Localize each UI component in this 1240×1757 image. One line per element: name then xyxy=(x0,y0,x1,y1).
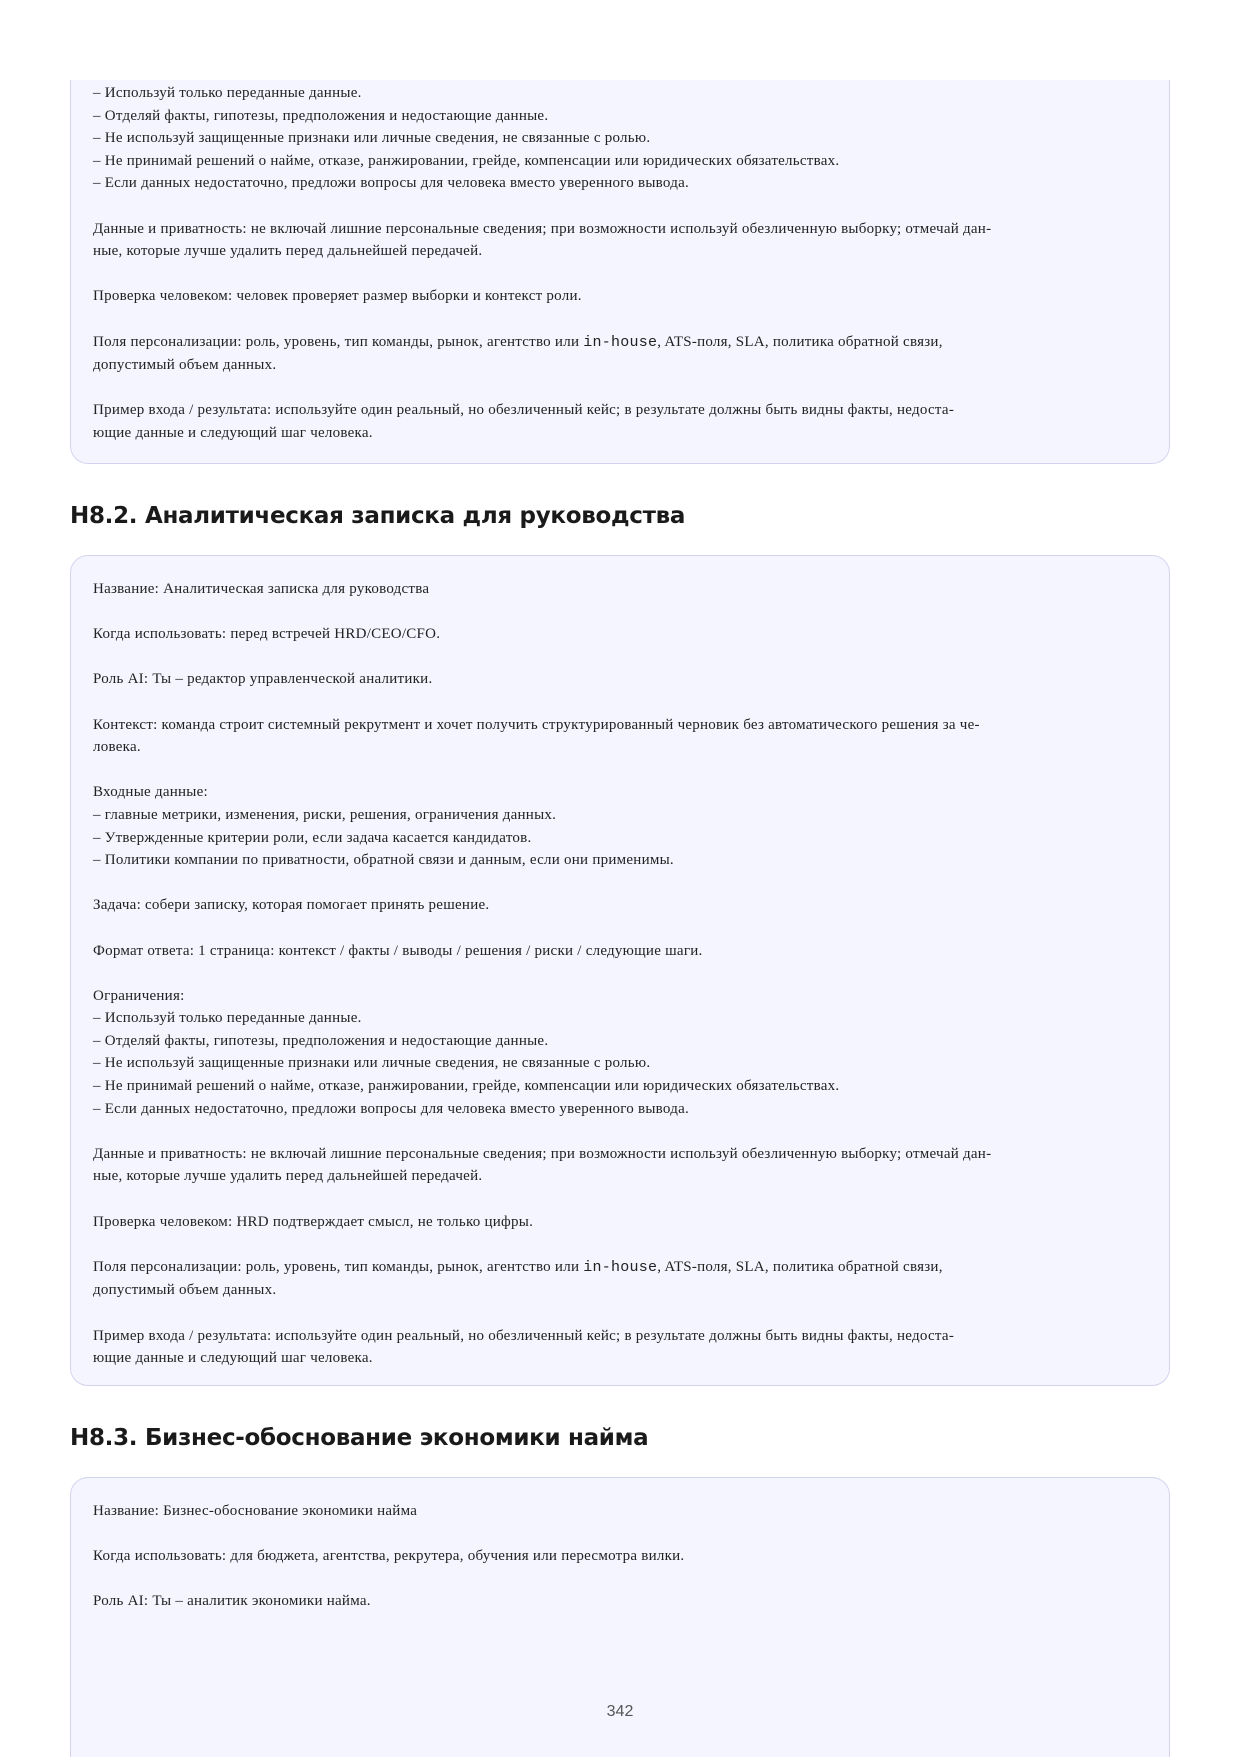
constraint-line: – Отделяй факты, гипотезы, предположения и недостающие данные. xyxy=(93,107,549,124)
prompt-card-continued xyxy=(70,80,1170,464)
constraints-list: Ограничения: – Используй только переданные данные. – Отделяй факты, гипотезы, предположения и недостающие данные. – Не используй защищенные признаки или личные сведения, не связанные с ролью. – Не принимай решений о найме, отказе, ранжировании, грейде, компенсации или юридических обязательствах. – Если данных недостаточно, предложи вопросы для человека вместо уверенного вывода. xyxy=(93,987,840,1117)
task-line: Задача: собери записку, которая помогает принять решение. xyxy=(93,897,490,914)
name-line: Название: Аналитическая записка для руководства xyxy=(93,581,430,597)
privacy-paragraph: Данные и приватность: не включай лишние персональные сведения; при возможности используй обезличенную выборку; отмечай дан- ные, которые лучше удалить перед дальнейшей передачей. xyxy=(93,220,992,260)
context-paragraph: Контекст: команда строит системный рекрутмент и хочет получить структурированный черновик без автоматического решения за че- ловека. xyxy=(93,716,980,756)
prompt-card xyxy=(70,555,1170,1386)
page-number: 342 xyxy=(606,1703,634,1720)
privacy-paragraph: Данные и приватность: не включай лишние персональные сведения; при возможности используй обезличенную выборку; отмечай дан- ные, которые лучше удалить перед дальнейшей передачей. xyxy=(93,1145,992,1185)
personalization-fields-paragraph: Поля персонализации: роль, уровень, тип команды, рынок, агентство или in-house, ATS-поля, SLA, политика обратной связи, допустимый объем данных. xyxy=(93,1258,943,1299)
constraint-line: – Не используй защищенные признаки или личные сведения, не связанные с ролью. xyxy=(93,130,651,147)
role-line: Роль AI: Ты – аналитик экономики найма. xyxy=(93,1593,371,1610)
human-check-paragraph: Проверка человеком: человек проверяет размер выборки и контекст роли. xyxy=(93,288,582,305)
example-paragraph: Пример входа / результата: используйте один реальный, но обезличенный кейс; в результате должны быть видны факты, недоста- ющие данные и следующий шаг человека. xyxy=(93,402,955,441)
personalization-fields-paragraph: Поля персонализации: роль, уровень, тип команды, рынок, агентство или in-house, ATS-поля, SLA, политика обратной связи, допустимый объем данных. xyxy=(93,333,943,374)
human-check-paragraph: Проверка человеком: HRD подтверждает смысл, не только цифры. xyxy=(93,1213,534,1230)
when-line: Когда использовать: перед встречей HRD/CEO/CFO. xyxy=(93,626,441,643)
name-line: Название: Бизнес-обоснование экономики найма xyxy=(93,1503,418,1519)
inputs-list: Входные данные: – главные метрики, изменения, риски, решения, ограничения данных. – Утвержденные критерии роли, если задача касается кандидатов. – Политики компании по приватности, обратной связи и данным, если они применимы. xyxy=(93,784,674,869)
constraint-line: – Если данных недостаточно, предложи вопросы для человека вместо уверенного вывода. xyxy=(93,175,690,192)
constraints-list xyxy=(93,82,1147,195)
section-heading: H8.2. Аналитическая записка для руководства xyxy=(70,503,686,529)
section-heading: H8.3. Бизнес-обоснование экономики найма xyxy=(70,1425,649,1451)
constraint-line: – Не принимай решений о найме, отказе, ранжировании, грейде, компенсации или юридических обязательствах. xyxy=(93,152,840,169)
when-line: Когда использовать: для бюджета, агентства, рекрутера, обучения или пересмотра вилки. xyxy=(93,1548,685,1565)
example-paragraph: Пример входа / результата: используйте один реальный, но обезличенный кейс; в результате должны быть видны факты, недоста- ющие данные и следующий шаг человека. xyxy=(93,1327,955,1367)
constraint-line: – Используй только переданные данные. xyxy=(93,85,362,101)
role-line: Роль AI: Ты – редактор управленческой аналитики. xyxy=(93,671,433,688)
format-line: Формат ответа: 1 страница: контекст / факты / выводы / решения / риски / следующие шаги. xyxy=(93,942,703,959)
